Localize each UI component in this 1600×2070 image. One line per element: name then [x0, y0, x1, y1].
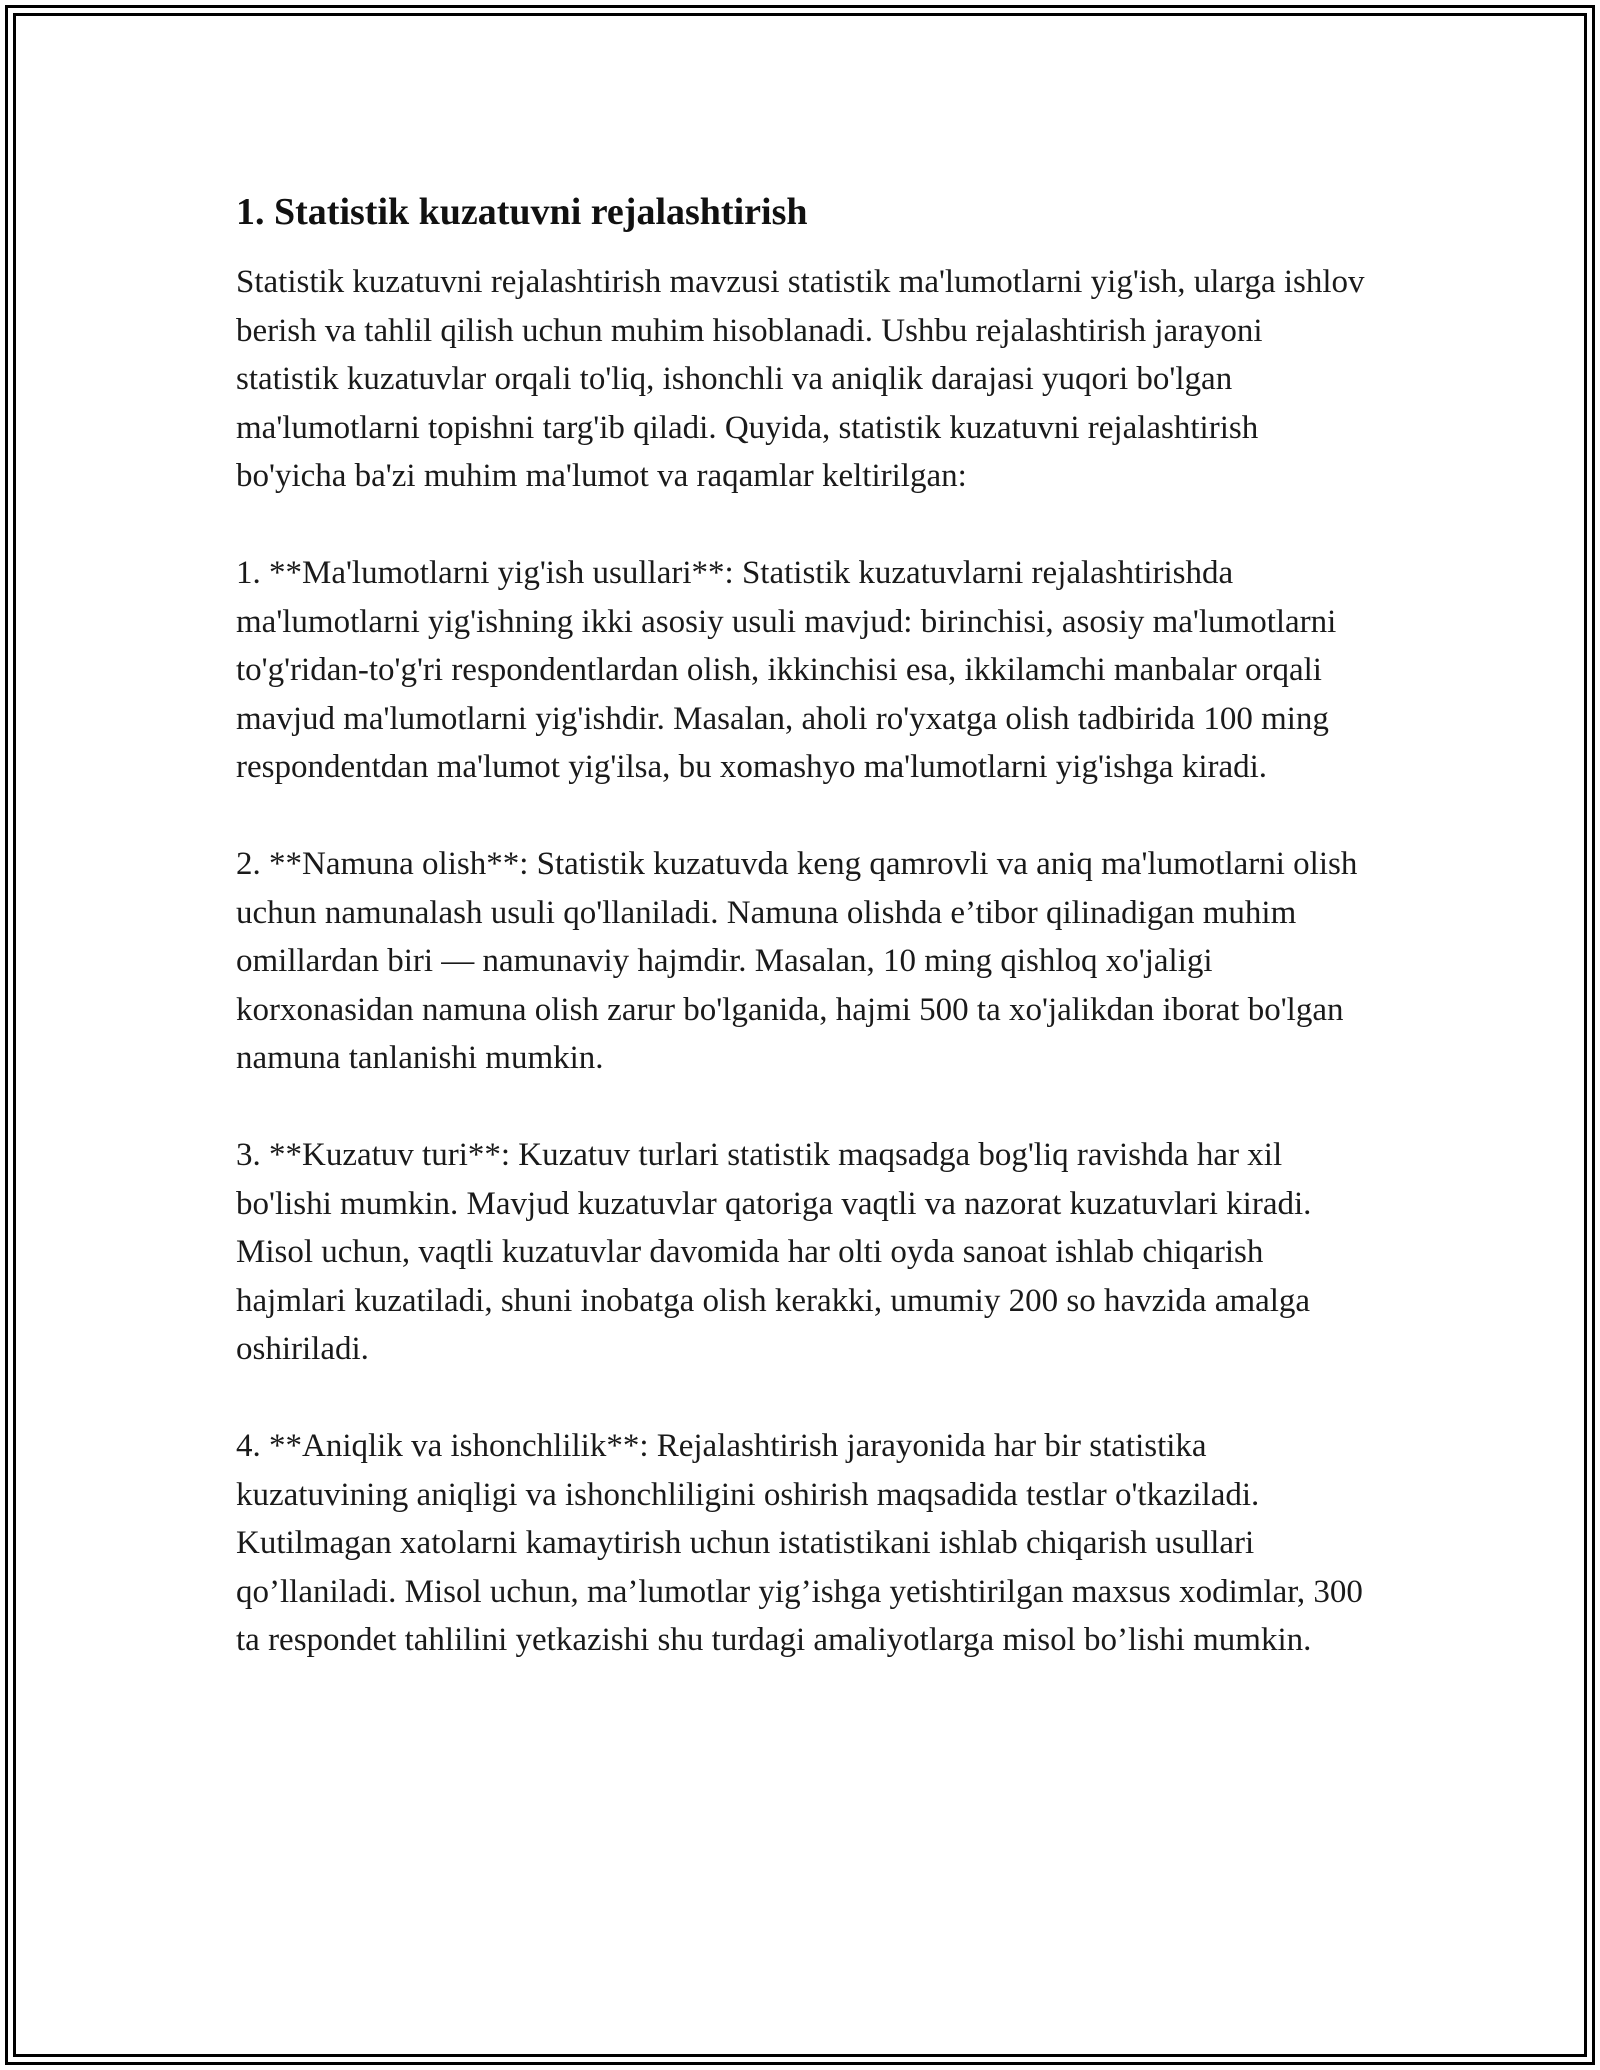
document-title: 1. Statistik kuzatuvni rejalashtirish	[236, 191, 808, 233]
paragraph-accuracy: 4. **Aniqlik va ishonchlilik**: Rejalashtirish jarayonida har bir statistika kuzatuvining aniqligi va ishonchliligini oshirish maqsadida testlar o'tkaziladi. Kutilmagan xatolarni kamaytirish uchun istatistikani ishlab chiqarish usullari qo’llaniladi. Misol uchun, ma’lumotlar yig’ishga yetishtirilgan maxsus xodimlar, 300 ta respondet tahlilini yetkazishi shu turdagi amaliyotlarga misol bo’lishi mumkin.	[236, 1428, 1363, 1658]
document-body	[236, 188, 1366, 1713]
paragraph-sampling: 2. **Namuna olish**: Statistik kuzatuvda keng qamrovli va aniq ma'lumotlarni olish uchun namunalash usuli qo'llaniladi. Namuna olishda e’tibor qilinadigan muhim omillardan biri — namunaviy hajmdir. Masalan, 10 ming qishloq xo'jaligi korxonasidan namuna olish zarur bo'lganida, hajmi 500 ta xo'jalikdan iborat bo'lgan namuna tanlanishi mumkin.	[236, 846, 1358, 1076]
paragraph-observation-type: 3. **Kuzatuv turi**: Kuzatuv turlari statistik maqsadga bog'liq ravishda har xil bo'lishi mumkin. Mavjud kuzatuvlar qatoriga vaqtli va nazorat kuzatuvlari kiradi. Misol uchun, vaqtli kuzatuvlar davomida har olti oyda sanoat ishlab chiqarish hajmlari kuzatiladi, shuni inobatga olish kerakki, umumiy 200 so havzida amalga oshiriladi.	[236, 1137, 1312, 1367]
intro-paragraph: Statistik kuzatuvni rejalashtirish mavzusi statistik ma'lumotlarni yig'ish, ularga ishlov berish va tahlil qilish uchun muhim hisoblanadi. Ushbu rejalashtirish jarayoni statistik kuzatuvlar orqali to'liq, ishonchli va aniqlik darajasi yuqori bo'lgan ma'lumotlarni topishni targ'ib qiladi. Quyida, statistik kuzatuvni rejalashtirish bo'yicha ba'zi muhim ma'lumot va raqamlar keltirilgan:	[236, 264, 1365, 494]
paragraph-data-collection: 1. **Ma'lumotlarni yig'ish usullari**: Statistik kuzatuvlarni rejalashtirishda ma'lumotlarni yig'ishning ikki asosiy usuli mavjud: birinchisi, asosiy ma'lumotlarni to'g'ridan-to'g'ri respondentlardan olish, ikkinchisi esa, ikkilamchi manbalar orqali mavjud ma'lumotlarni yig'ishdir. Masalan, aholi ro'yxatga olish tadbirida 100 ming respondentdan ma'lumot yig'ilsa, bu xomashyo ma'lumotlarni yig'ishga kiradi.	[236, 555, 1337, 785]
